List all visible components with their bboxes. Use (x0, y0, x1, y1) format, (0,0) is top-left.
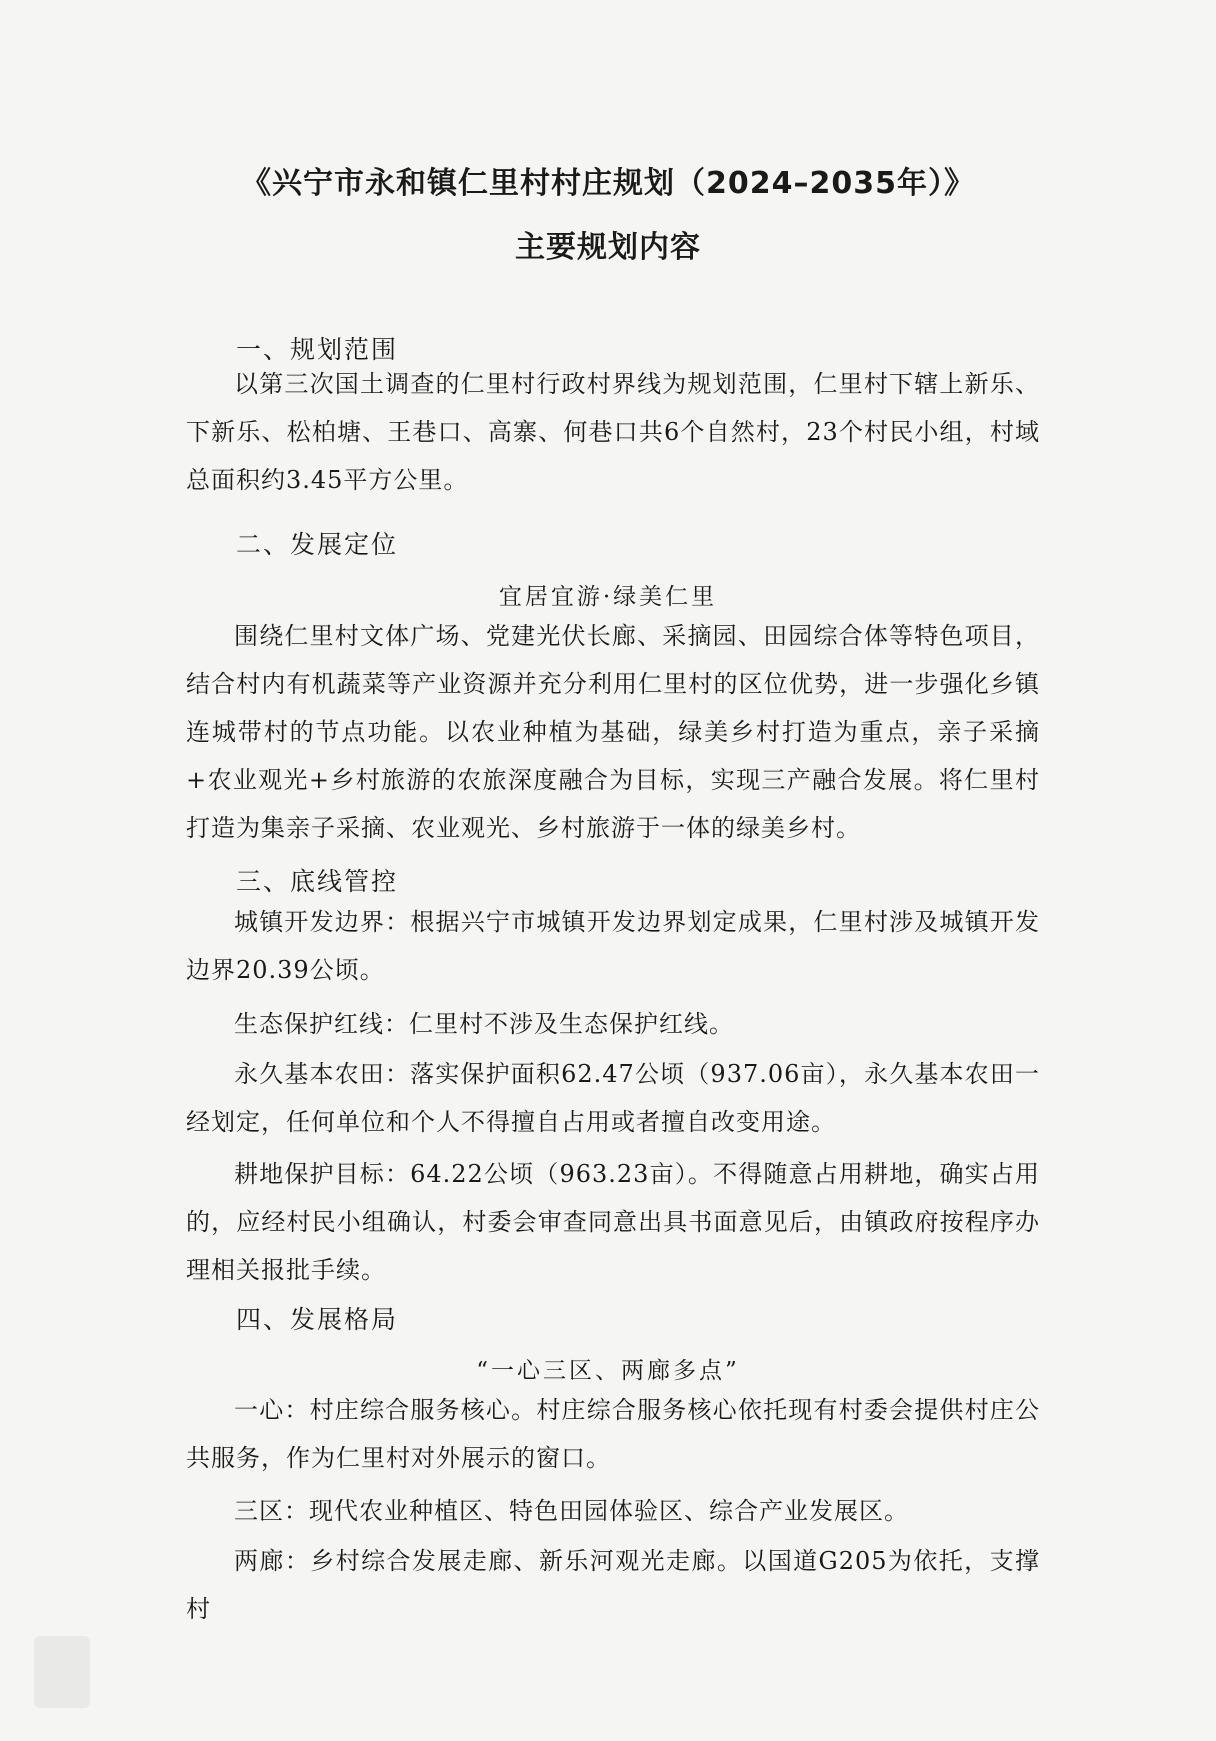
control-farmland-target: 耕地保护目标：64.22公顷（963.23亩）。不得随意占用耕地，确实占用的，应经村民小组确认，村委会审查同意出具书面意见后，由镇政府按程序办理相关报批手续。 (186, 1160, 1040, 1284)
control-basic-farmland: 永久基本农田：落实保护面积62.47公顷（937.06亩），永久基本农田一经划定，任何单位和个人不得擅自占用或者擅自改变用途。 (186, 1060, 1040, 1136)
control-ecological-redline: 生态保护红线：仁里村不涉及生态保护红线。 (234, 1010, 734, 1038)
document-subtitle: 主要规划内容 (515, 230, 701, 265)
layout-one-core: 一心：村庄综合服务核心。村庄综合服务核心依托现有村委会提供村庄公共服务，作为仁里村对外展示的窗口。 (186, 1396, 1040, 1472)
control-urban-boundary: 城镇开发边界：根据兴宁市城镇开发边界划定成果，仁里村涉及城镇开发边界20.39公顷。 (186, 908, 1040, 984)
section-heading-control: 三、底线管控 (236, 867, 399, 896)
positioning-paragraph: 围绕仁里村文体广场、党建光伏长廊、采摘园、田园综合体等特色项目，结合村内有机蔬菜等产业资源并充分利用仁里村的区位优势，进一步强化乡镇连城带村的节点功能。以农业种植为基础，绿美乡村打造为重点，亲子采摘+农业观光+乡村旅游的农旅深度融合为目标，实现三产融合发展。将仁里村打造为集亲子采摘、农业观光、乡村旅游于一体的绿美乡村。 (186, 622, 1040, 842)
layout-slogan: “一心三区、两廊多点” (476, 1358, 740, 1384)
section-heading-positioning: 二、发展定位 (236, 530, 399, 559)
document-title: 《兴宁市永和镇仁里村村庄规划（2024–2035年）》 (241, 166, 975, 201)
section-heading-layout: 四、发展格局 (236, 1305, 399, 1334)
positioning-slogan: 宜居宜游·绿美仁里 (498, 584, 718, 610)
layout-three-zones: 三区：现代农业种植区、特色田园体验区、综合产业发展区。 (234, 1497, 909, 1525)
scope-paragraph: 以第三次国土调查的仁里村行政村界线为规划范围，仁里村下辖上新乐、下新乐、松柏塘、王巷口、高寨、何巷口共6个自然村，23个村民小组，村域总面积约3.45平方公里。 (186, 370, 1040, 494)
layout-two-corridors: 两廊：乡村综合发展走廊、新乐河观光走廊。以国道G205为依托，支撑村 (186, 1547, 1040, 1623)
scan-corner-mark (34, 1636, 90, 1708)
section-heading-scope: 一、规划范围 (236, 335, 399, 364)
